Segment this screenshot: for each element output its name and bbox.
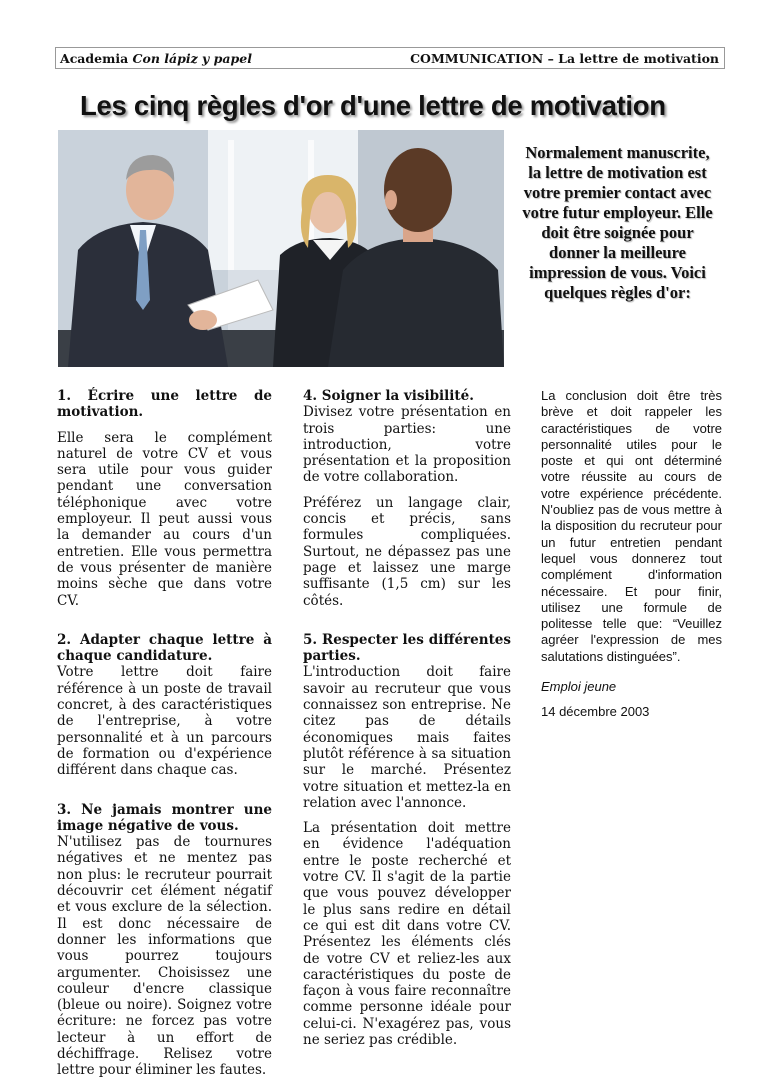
source-name: Emploi jeune [541,679,617,695]
interview-photo-illustration [58,130,504,367]
rule-4-text-a: Divisez votre présentation en trois parties: une introduction, votre présentation et la proposition de votre collaboration. [303,404,511,486]
header-section: COMMUNICATION – La lettre de motivation [410,51,719,66]
rule-1-heading: 1. Écrire une lettre de motivation. [57,388,272,421]
intro-text: Normalement manuscrite, la lettre de motivation est votre premier contact avec votre futur employeur. Elle doit être soignée pour donner la meilleure impression de vous. Voici quelques règles d'or: [522,143,713,302]
rule-4-heading: 4. Soigner la visibilité. [303,388,474,404]
source-date: 14 décembre 2003 [541,704,650,720]
page-title: Les cinq règles d'or d'une lettre de motivation [80,90,666,121]
rule-2-text: Votre lettre doit faire référence à un poste de travail concret, à des caractéristiques de l'entreprise, à votre personnalité et à un parcours de formation ou d'expérience différent dans chaque cas. [57,664,272,779]
rule-2-heading: 2. Adapter chaque lettre à chaque candidature. [57,631,272,665]
header-brand-prefix: Academia [60,51,129,66]
rule-5-heading: 5. Respecter les différentes parties. [303,631,511,665]
page-header [55,47,725,69]
header-brand-italic: Con lápiz y papel [132,51,252,66]
interview-photo [58,130,504,367]
rule-5-text-a: L'introduction doit faire savoir au recruteur que vous connaissez son entreprise. Ne citez pas de détails économiques mais faites plutôt référence à sa situation sur le marché. Présentez votre situation et mettez-la en relation avec l'annonce. [303,664,511,811]
conclusion-text: La conclusion doit être très brève et doit rappeler les caractéristiques de votre personnalité utiles pour le poste et qui ont déterminé votre réussite au cours de votre expérience précédente. N'oubliez pas de vous mettre à la disposition du recruteur pour un futur entretien pendant lequel vous donnerez tout complément d'information nécessaire. Et pour finir, utilisez une formule de politesse telle que: “Veuillez agréer l'expression de mes salutations distinguées”. [541,388,722,664]
header-brand [60,51,252,66]
rule-3-heading: 3. Ne jamais montrer une image négative de vous. [57,801,272,834]
column-1 [57,388,272,1088]
column-2 [303,388,511,1057]
rule-1-text: Elle sera le complément naturel de votre CV et vous sera utile pour vous guider pendant une conversation téléphonique avec votre employeur. Il peut aussi vous la demander au cours d'un entretien. Elle vous permettra de vous présenter de manière moins sèche que dans votre CV. [57,429,272,609]
column-3 [541,388,722,730]
rule-4-text-b: Préférez un langage clair, concis et précis, sans formules compliquées. Surtout, ne dépassez pas une page et laissez une marge suffisante (1,5 cm) sur les côtés. [303,494,511,609]
rule-3-text: N'utilisez pas de tournures négatives et ne mentez pas non plus: le recruteur pourrait découvrir cet élément négatif et vous exclure de la sélection. Il est donc nécessaire de donner les informations que vous pourrez toujours argumenter. Choisissez une couleur d'encre classique (bleue ou noire). Soignez votre écriture: ne forcez pas votre lecteur à un effort de déchiffrage. Relisez votre lettre pour éliminer les fautes. [57,834,272,1079]
rule-5-text-b: La présentation doit mettre en évidence l'adéquation entre le poste recherché et votre CV. Il s'agit de la partie que vous pouvez développer le plus sans redire en détail ce qui est dit dans votre CV. Présentez les éléments clés de votre CV et reliez-les aux caractéristiques du poste de façon à vous faire reconnaître comme personne idéale pour celui-ci. N'exagérez pas, vous ne seriez pas crédible. [303,820,511,1048]
